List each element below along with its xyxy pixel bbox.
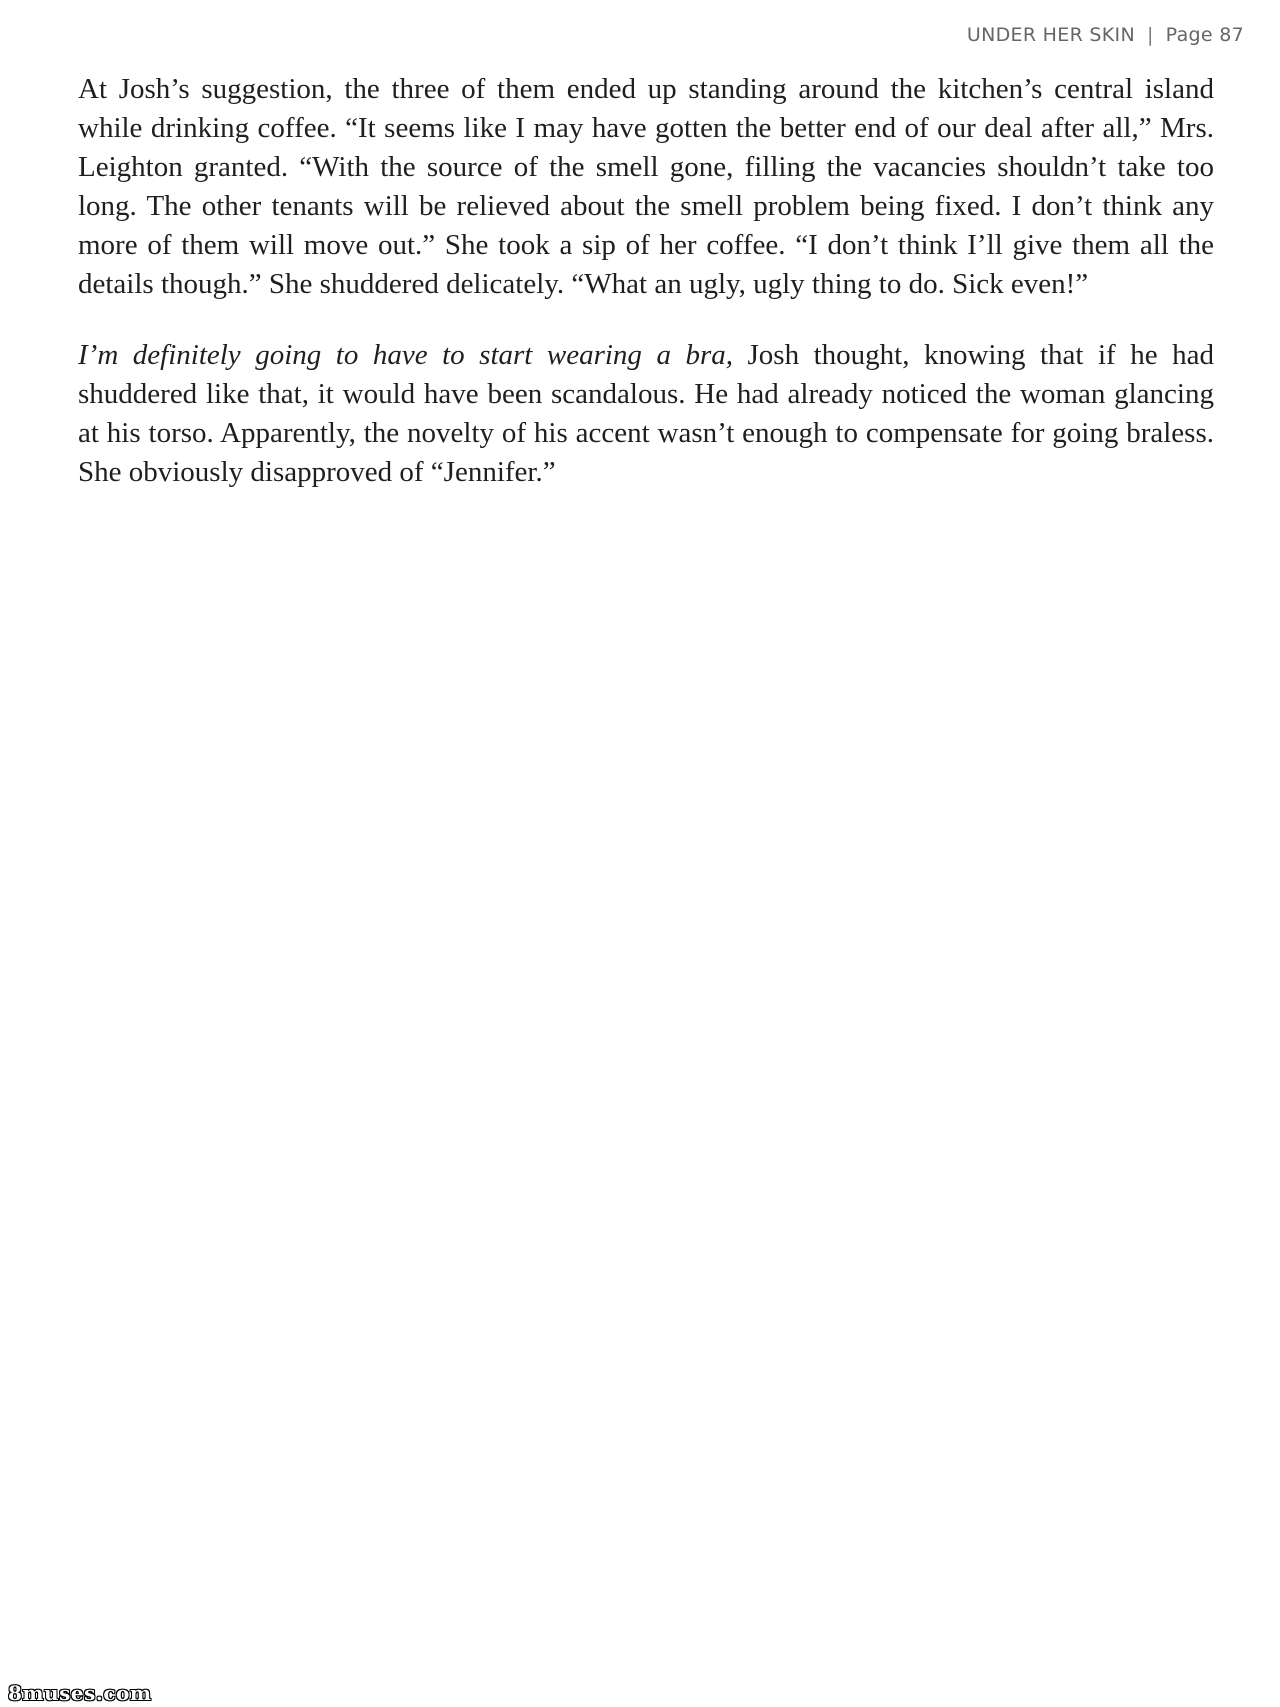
paragraph-2-text: Josh thought, knowing that if he had shuddered like that, it would have been scandalous. He had already noticed the woman glancing at his torso. Apparently, the novelty of his accent wasn’t enough to compensate for going braless. She obviously disapproved of “Jennifer.” <box>78 339 1214 488</box>
body-text <box>78 70 1214 524</box>
paragraph-2 <box>78 336 1214 492</box>
running-header <box>967 24 1244 46</box>
header-separator: | <box>1146 24 1154 46</box>
watermark-logo: 8muses.com <box>8 1681 152 1705</box>
paragraph-1: At Josh’s suggestion, the three of them ended up standing around the kitchen’s central island while drinking coffee. “It seems like I may have gotten the better end of our deal after all,” Mrs. Leighton granted. “With the source of the smell gone, filling the vacancies shouldn’t take too long. The other tenants will be relieved about the smell problem being fixed. I don’t think any more of them will move out.” She took a sip of her coffee. “I don’t think I’ll give them all the details though.” She shuddered delicately. “What an ugly, ugly thing to do. Sick even!” <box>78 73 1214 300</box>
paragraph-2-italic-thought: I’m definitely going to have to start wearing a bra, <box>78 339 733 371</box>
book-title: UNDER HER SKIN <box>966 24 1135 46</box>
page-number: Page 87 <box>1165 24 1244 46</box>
